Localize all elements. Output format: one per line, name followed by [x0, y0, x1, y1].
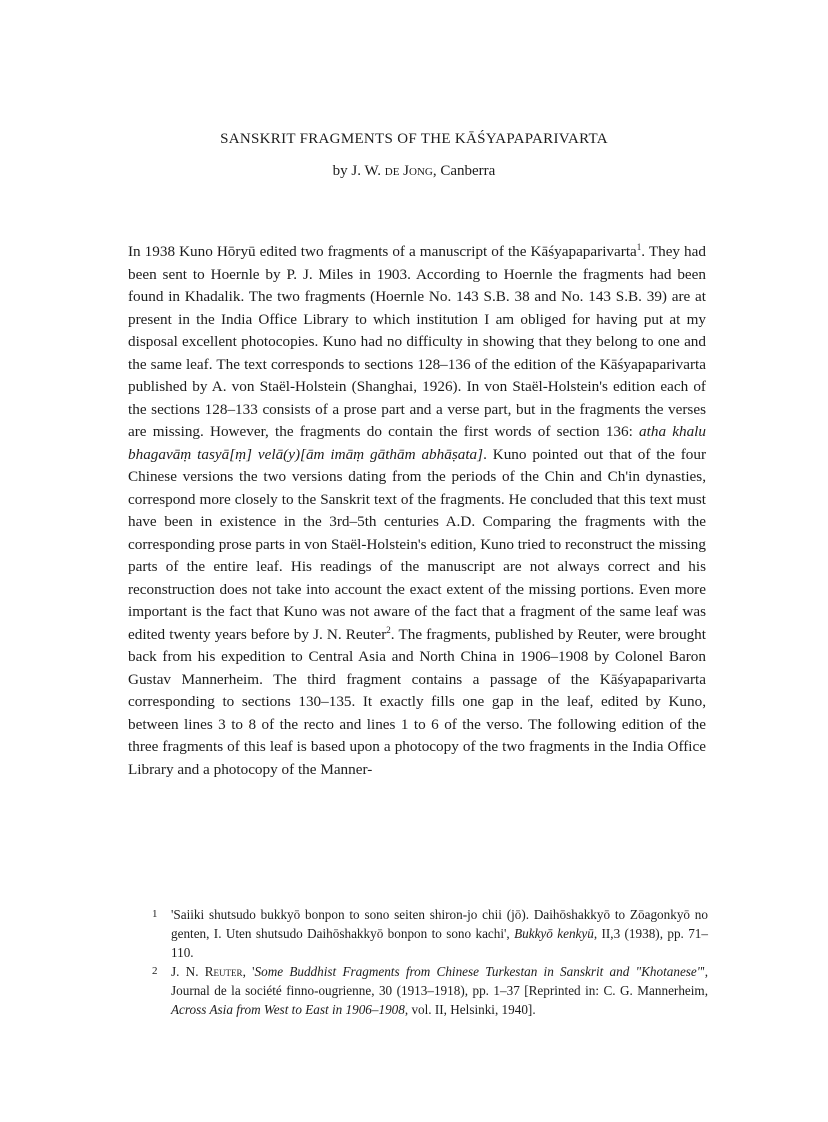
- byline-affiliation: , Canberra: [432, 163, 496, 179]
- footnote-2-text-b: , ': [242, 964, 255, 979]
- footnote-2-author: Reuter: [204, 964, 243, 979]
- author-surname: de Jong: [384, 163, 433, 179]
- footnote-2-text-c: ', Journal de la société finno-ougrienne, 30 (1913–1918), pp. 1–37 [Reprinted in: C. G. Mannerheim,: [171, 964, 709, 998]
- footnote-ref-1[interactable]: 1: [636, 241, 642, 252]
- footnote-2-text-d: , vol. II, Helsinki, 1940].: [404, 1002, 536, 1017]
- footnote-1: [152, 905, 708, 962]
- author-byline: [0, 163, 828, 180]
- footnote-ref-2[interactable]: 2: [386, 624, 391, 635]
- footnotes: [152, 905, 708, 1019]
- footnote-2-mark: 2: [152, 965, 158, 977]
- body-paragraph: [128, 241, 706, 781]
- body-segment-4: . The fragments, published by Reuter, were brought back from his expedition to Central Asia and North China in 1906–1908 by Colonel Baron Gustav Mannerheim. The third fragment contains a passage of the Kāśyapaparivarta corresponding to sections 130–135. It exactly fills one gap in the leaf, edited by Kuno, between lines 3 to 8 of the recto and lines 1 to 6 of the verso. The following edition of the three fragments of this leaf is based upon a photocopy of the two fragments in the India Office Library and a photocopy of the Manner-: [128, 625, 706, 778]
- footnote-2-text-a: J. N.: [171, 964, 205, 979]
- body-segment-3: . Kuno pointed out that of the four Chinese versions the two versions dating from the periods of the Chin and Ch'in dynasties, correspond more closely to the Sanskrit text of the fragments. He concluded that this text must have been in existence in the 3rd–5th centuries A.D. Comparing the fragments with the corresponding prose parts in von Staël-Holstein's edition, Kuno tried to reconstruct the missing parts of the entire leaf. His readings of the manuscript are not always correct and his reconstruction does not take into account the exact extent of the missing portions. Even more important is the fact that Kuno was not aware of the fact that a fragment of the same leaf was edited twenty years before by J. N. Reuter: [128, 445, 707, 643]
- main-paragraph: [128, 241, 706, 781]
- byline-prefix: by J. W.: [332, 163, 385, 179]
- footnote-1-journal: Bukkyō kenkyū: [514, 926, 594, 941]
- footnote-1-text-b: , II,3 (1938), pp. 71–110.: [171, 926, 708, 960]
- footnote-1-text-a: 'Saiiki shutsudo bukkyō bonpon to sono seiten shiron-jo chii (jō). Daihōshakkyō to Zōagonkyō no genten, I. Uten shutsudo Daihōshakkyō bonpon to sono kachi',: [171, 907, 708, 941]
- footnote-1-mark: 1: [152, 908, 158, 920]
- footnote-2-book-title: Across Asia from West to East in 1906–1908: [171, 1002, 405, 1017]
- footnote-2: [152, 962, 708, 1019]
- body-segment-2: . They had been sent to Hoernle by P. J. Miles in 1903. According to Hoernle the fragments had been found in Khadalik. The two fragments (Hoernle No. 143 S.B. 38 and No. 143 S.B. 39) are at present in the India Office Library to which institution I am obliged for having put at my disposal excellent photocopies. Kuno had no difficulty in showing that they belong to one and the same leaf. The text corresponds to sections 128–136 of the edition of the Kāśyapaparivarta published by A. von Staël-Holstein (Shanghai, 1926). In von Staël-Holstein's edition each of the sections 128–133 consists of a prose part and a verse part, but in the fragments the verses are missing. However, the fragments do contain the first words of section 136:: [128, 243, 706, 440]
- sanskrit-quote: atha khalu bhagavāṃ tasyā[ṃ] velā(y)[ām imāṃ gāthām abhāṣata]: [128, 423, 706, 463]
- body-segment-1: In 1938 Kuno Hōryū edited two fragments of a manuscript of the Kāśyapaparivarta: [128, 243, 637, 260]
- article-title: SANSKRIT FRAGMENTS OF THE KĀŚYAPAPARIVARTA: [220, 131, 608, 147]
- footnote-2-article-title: Some Buddhist Fragments from Chinese Turkestan in Sanskrit and "Khotanese": [254, 964, 703, 979]
